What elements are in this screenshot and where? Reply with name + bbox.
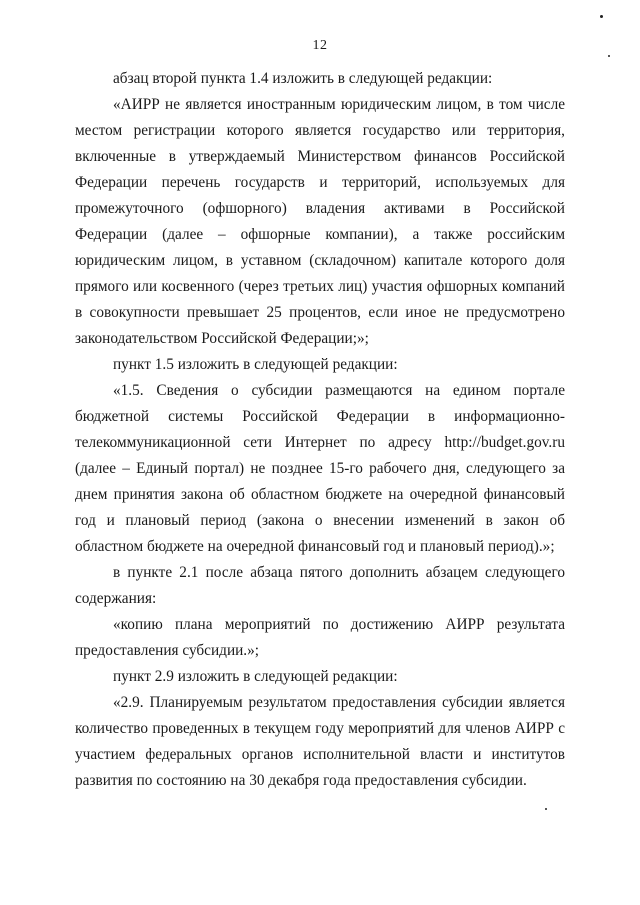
paragraph-3: пункт 1.5 изложить в следующей редакции: xyxy=(113,356,398,373)
paragraph-4: «1.5. Сведения о субсидии размещаются на едином портале бюджетной системы Российской Федерации в информационно-телекоммуникационной сети Интернет по адресу http://budget.gov.ru (далее – Единый портал) не позднее 15-го рабочего дня, следующего за днем принятия закона об областном бюджете на очередной финансовый год и плановый период (закона о внесении изменений в закон об областном бюджете на очередной финансовый год и плановый период).»; xyxy=(75,382,565,555)
paragraph-8: «2.9. Планируемым результатом предоставления субсидии является количество проведенных в текущем году мероприятий для членов АИРР с участием федеральных органов исполнительной власти и институтов развития по состоянию на 30 декабря года предоставления субсидии. xyxy=(75,694,565,789)
page-number: 12 xyxy=(312,38,328,53)
scan-speck xyxy=(600,15,603,18)
paragraph-1: абзац второй пункта 1.4 изложить в следующей редакции: xyxy=(113,70,493,87)
document-body xyxy=(75,66,565,794)
scan-speck xyxy=(608,55,610,57)
paragraph-5: в пункте 2.1 после абзаца пятого дополнить абзацем следующего содержания: xyxy=(75,564,565,607)
scan-speck xyxy=(545,808,547,810)
paragraph-7: пункт 2.9 изложить в следующей редакции: xyxy=(113,668,398,685)
paragraph-6: «копию плана мероприятий по достижению АИРР результата предоставления субсидии.»; xyxy=(75,616,565,659)
paragraph-2: «АИРР не является иностранным юридическим лицом, в том числе местом регистрации которого является государство или территория, включенные в утверждаемый Министерством финансов Российской Федерации перечень государств и территорий, используемых для промежуточного (офшорного) владения активами в Российской Федерации (далее – офшорные компании), а также российским юридическим лицом, в уставном (складочном) капитале которого доля прямого или косвенного (через третьих лиц) участия офшорных компаний в совокупности превышает 25 процентов, если иное не предусмотрено законодательством Российской Федерации;»; xyxy=(75,96,565,347)
